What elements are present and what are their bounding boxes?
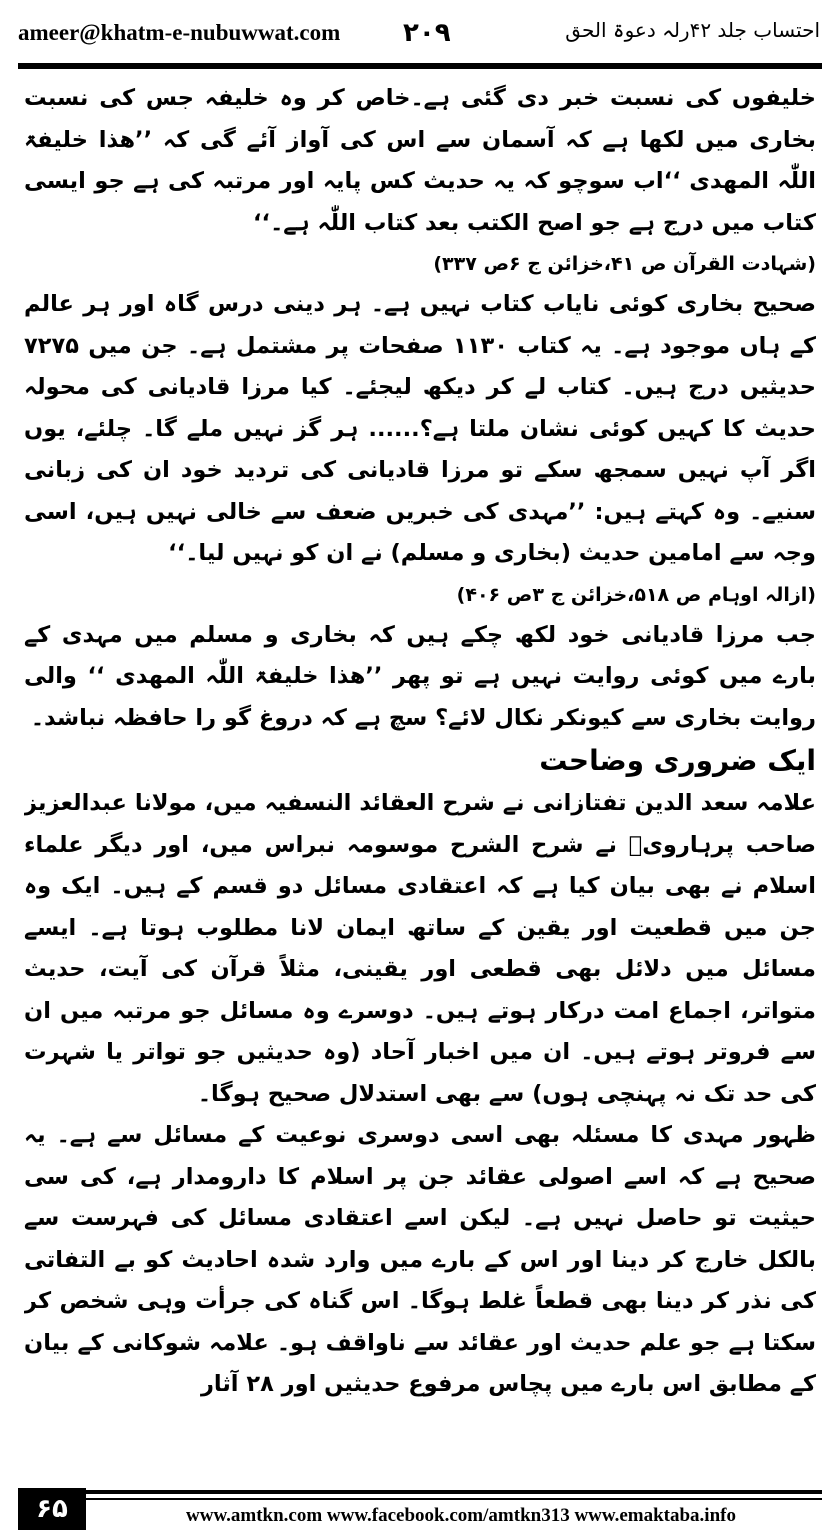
header-rule bbox=[18, 63, 822, 69]
body-text bbox=[24, 78, 816, 1483]
paragraph: علامہ سعد الدین تفتازانی نے شرح العقائد النسفیہ میں، مولانا عبدالعزیز صاحب پرہارویؒ نے شرح الشرح موسومہ نبراس میں، اور دیگر علماء اسلام نے بھی بیان کیا ہے کہ اعتقادی مسائل دو قسم کے ہیں۔ ایک وہ جن میں قطعیت اور یقین کے ساتھ ایمان لانا مطلوب ہوتا ہے۔ ایسے مسائل میں دلائل بھی قطعی اور یقینی، مثلاً قرآن کی آیت، حدیث متواتر، اجماع امت درکار ہوتے ہیں۔ دوسرے وہ مسائل جو مرتبہ میں ان سے فروتر ہوتے ہیں۔ ان میں اخبار آحاد (وہ حدیثیں جو تواتر یا شہرت کی حد تک نہ پہنچی ہوں) سے بھی استدلال صحیح ہوگا۔ bbox=[24, 790, 816, 1107]
paragraph: خلیفوں کی نسبت خبر دی گئی ہے۔خاص کر وہ خلیفہ جس کی نسبت بخاری میں لکھا ہے کہ آسمان سے اس کی آواز آئے گی کہ ’’ھذا خلیفۃ اللّٰہ المھدی ‘‘اب سوچو کہ یہ حدیث کس پایہ اور مرتبہ کی ہے جو ایسی کتاب میں درج ہے جو اصح الکتب بعد کتاب اللّٰہ ہے۔‘‘ bbox=[24, 85, 816, 236]
header-email: ameer@khatm-e-nubuwwat.com bbox=[18, 20, 341, 45]
page-header bbox=[18, 18, 822, 60]
paragraph: ظہور مہدی کا مسئلہ بھی اسی دوسری نوعیت کے مسائل سے ہے۔ یہ صحیح ہے کہ اسے اصولی عقائد جن پر اسلام کا دارومدار ہے، کی سی حیثیت تو حاصل نہیں ہے۔ لیکن اسے اعتقادی مسائل کی فہرست سے بالکل خارج کر دینا اور اس کے بارے میں وارد شدہ احادیث کو بے التفاتی کی نذر کر دینا بھی قطعاً غلط ہوگا۔ اس گناہ کی جرأت وہی شخص کر سکتا ہے جو علم حدیث اور عقائد سے ناواقف ہو۔ علامہ شوکانی کے بیان کے مطابق اس بارے میں پچاس مرفوع حدیثیں اور ۲۸ آثار bbox=[24, 1122, 816, 1397]
header-book-title: احتساب جلد ۴۲رلہ دعوۃ الحق bbox=[565, 18, 820, 42]
section-heading: ایک ضروری وضاحت bbox=[539, 744, 816, 777]
header-page-number: ۲۰۹ bbox=[403, 18, 451, 48]
citation: (ازالہ اوہام ص ۵۱۸،خزائن ج ۳ص ۴۰۶) bbox=[456, 583, 816, 606]
paragraph: صحیح بخاری کوئی نایاب کتاب نہیں ہے۔ ہر دینی درس گاہ اور ہر عالم کے ہاں موجود ہے۔ یہ کتاب ۱۱۳۰ صفحات پر مشتمل ہے۔ جن میں ۷۲۷۵ حدیثیں درج ہیں۔ کتاب لے کر دیکھ لیجئے۔ کیا مرزا قادیانی کی محولہ حدیث کا کہیں کوئی نشان ملتا ہے؟...... ہر گز نہیں ملے گا۔ چلئے، یوں اگر آپ نہیں سمجھ سکے تو مرزا قادیانی کی تردید خود ان کی زبانی سنیے۔ وہ کہتے ہیں: ’’مہدی کی خبریں ضعف سے خالی نہیں ہیں، اسی وجہ سے امامین حدیث (بخاری و مسلم) نے ان کو نہیں لیا۔‘‘ bbox=[24, 291, 816, 566]
footer-rule bbox=[86, 1498, 822, 1500]
footer-links: www.amtkn.com www.facebook.com/amtkn313 www.emaktaba.info bbox=[186, 1505, 736, 1526]
paragraph: جب مرزا قادیانی خود لکھ چکے ہیں کہ بخاری و مسلم میں مہدی کے بارے میں کوئی روایت نہیں ہے تو پھر ’’ھذا خلیفۃ اللّٰہ المھدی ‘‘ والی روایت بخاری سے کیونکر نکال لائے؟ سچ ہے کہ دروغ گو را حافظہ نباشد۔ bbox=[24, 621, 816, 731]
footer-rule bbox=[86, 1490, 822, 1494]
citation: (شہادت القرآن ص ۴۱،خزائن ج ۶ص ۳۳۷) bbox=[433, 253, 816, 275]
footer-page-number: ۶۵ bbox=[18, 1488, 86, 1530]
